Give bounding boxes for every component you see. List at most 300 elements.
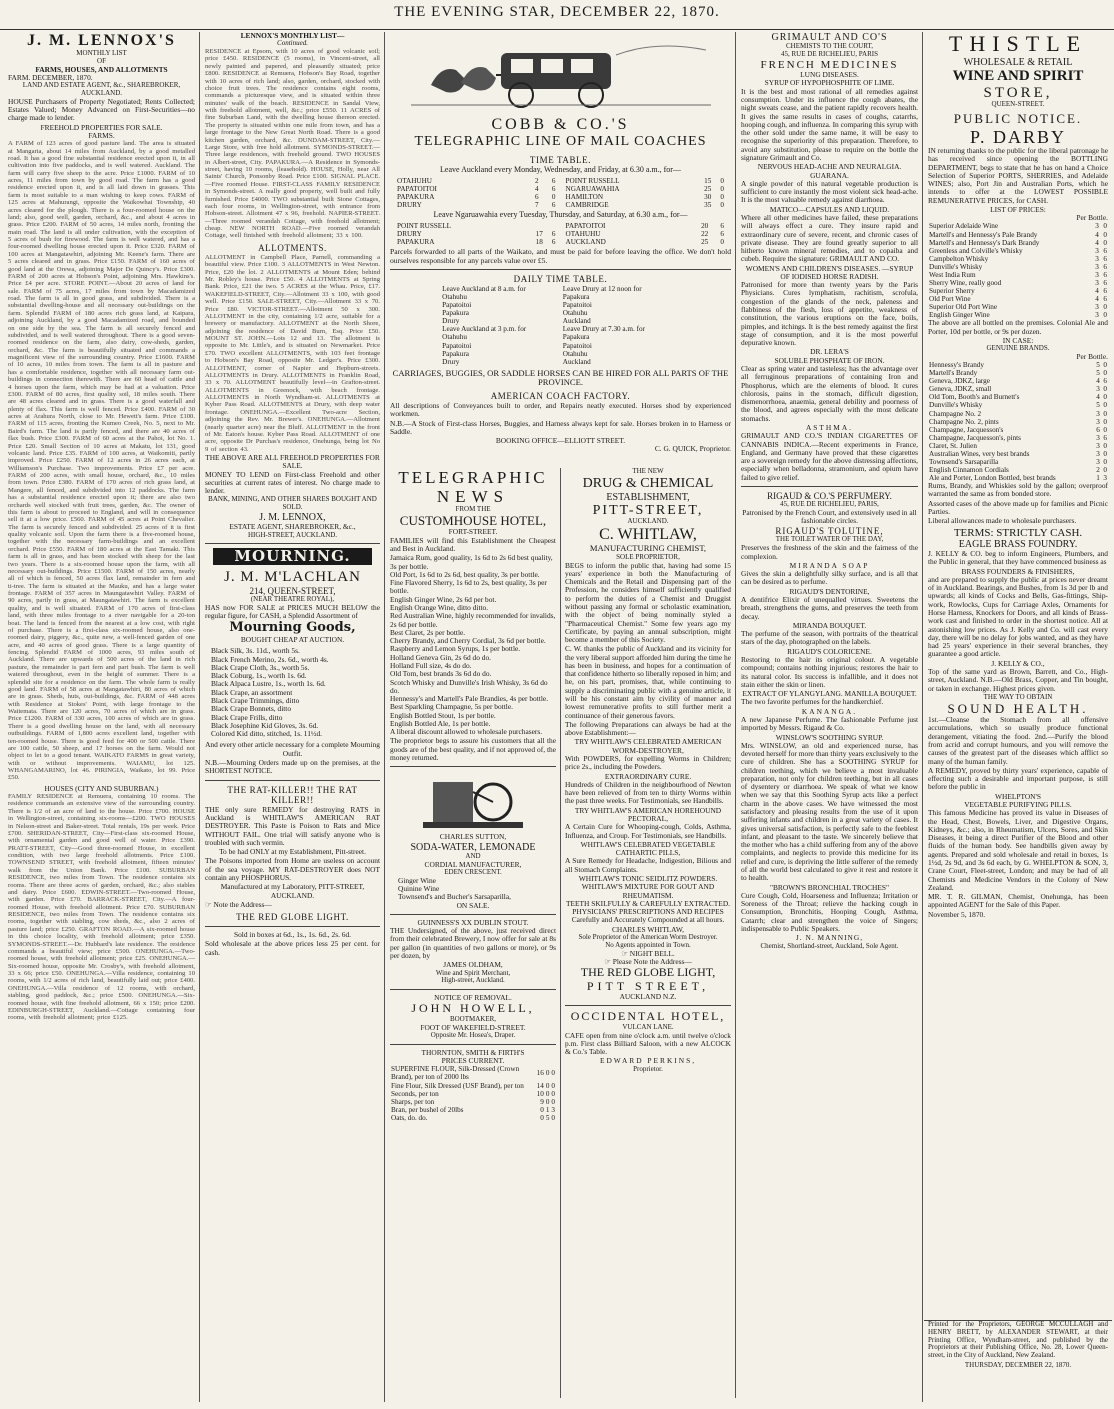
tolutine-heading: RIGAUD'S TOLUTINE, bbox=[775, 526, 884, 537]
case-row-cell: 3 bbox=[1096, 441, 1100, 450]
daily-cell: Leave Auckland at 8 a.m. for bbox=[442, 285, 526, 294]
hotel-price-item: Best Claret, 2s per bottle. bbox=[390, 627, 466, 637]
wine-row-cell: 0 bbox=[1103, 303, 1107, 312]
daily-row bbox=[441, 342, 680, 350]
brass-text: and are prepared to supply the public at prices never dreamt of in Auckland. Bearings, and Bushes, from 1s 3d per lb and upwards; all kinds of Cocks and Bells, Gas-fittings, Ship-work, Rowlocks, Cups for Carriage Axles, Ornaments for Horse Harness, Knockers for Doors, and all kinds of Brass-work cast and finished to order in the shortest notice. All at astonishing low prices. As J. Kelly and Co. will cast every day, there will be no delay for jobs wanted, and as they have had 25 years' experience in their several branches, they guarantee a good article. bbox=[928, 574, 1108, 659]
time-table-row-cell: DRURY bbox=[397, 229, 422, 238]
rat-killer-heading: THE RAT-KILLER!! THE RAT KILLER!! bbox=[227, 784, 358, 805]
time-table-row bbox=[565, 230, 726, 238]
case-row-cell: Champagne, Jacquesson's bbox=[929, 425, 1004, 434]
flour-row-cell: 0 bbox=[540, 1113, 544, 1122]
time-table-row-cell: PAPATOITOI bbox=[565, 221, 606, 230]
teeth-extracted: TEETH SKILFULLY & CAREFULLY EXTRACTED. bbox=[565, 898, 731, 908]
case-row-cell: 6 bbox=[1103, 433, 1107, 442]
time-table-row-cell: CAMBRIDGE bbox=[565, 200, 609, 209]
kelly-signature: J. KELLY & CO., bbox=[991, 658, 1045, 668]
wine-row bbox=[928, 222, 1108, 230]
soda-items bbox=[398, 877, 556, 902]
flour-row-cell: 0 bbox=[545, 1069, 550, 1078]
manufacturing-chemist: MANUFACTURING CHEMIST, bbox=[589, 543, 707, 554]
charles-sutton: CHARLES SUTTON, bbox=[439, 832, 507, 842]
rigaud-address: 45, RUE DE RICHELIEU, PARIS, bbox=[780, 500, 879, 509]
daily-cell: Otahuhu bbox=[562, 309, 588, 318]
gout-mixture: WHITLAW'S MIXTURE FOR GOUT AND RHEUMATISM. bbox=[581, 882, 715, 900]
time-table-row-cell: PAPAKURA bbox=[397, 237, 435, 246]
mourning-item: Black French Merino, 2s. 6d., worth 4s. bbox=[211, 654, 329, 664]
mclachlan-address: 214, QUEEN-STREET, bbox=[249, 586, 336, 597]
wine-row-cell: Superior Old Port Wine bbox=[929, 303, 998, 312]
hotel-price-item: Old Port, 1s 6d to 2s 6d, best quality, 3s per bottle. bbox=[390, 569, 540, 579]
daily-cell: Otahuhu bbox=[442, 293, 467, 302]
wine-row-cell: 3 bbox=[1095, 262, 1099, 271]
flour-row-cell: 10 bbox=[536, 1089, 544, 1098]
daily-row bbox=[441, 325, 680, 333]
time-table-row-cell: 22 bbox=[701, 229, 709, 238]
time-table-row bbox=[396, 177, 557, 185]
daily-cell: Papatoitoi bbox=[442, 301, 472, 310]
flour-row-cell: 9 bbox=[540, 1097, 544, 1106]
case-row bbox=[928, 377, 1108, 385]
case-row bbox=[928, 369, 1108, 377]
booking-office: BOOKING OFFICE—ELLIOTT STREET. bbox=[495, 436, 626, 446]
flour-row-cell: Sharps, per ton bbox=[391, 1097, 435, 1106]
lennox-houses-heading: HOUSES (CITY AND SUBURBAN.) bbox=[44, 783, 159, 793]
time-table-row-cell: POINT RUSSELL bbox=[397, 221, 451, 230]
case-row bbox=[928, 450, 1108, 458]
case-row-cell: 5 bbox=[1096, 369, 1100, 378]
prices-current: PRICES CURRENT. bbox=[441, 1056, 505, 1066]
wine-row-cell: Dunville's Whisky bbox=[929, 262, 983, 271]
occidental-text: CAFE open from nine o'clock a.m. until twelve o'clock p.m. First class Billiard Saloon, with a new ALCOCK & Co.'s Table. bbox=[565, 1030, 731, 1057]
time-table-row-cell: 6 bbox=[535, 192, 539, 201]
wine-spirit: WINE AND SPIRIT bbox=[952, 67, 1084, 84]
eagle-foundry: EAGLE BRASS FOUNDRY. bbox=[958, 538, 1078, 550]
daily-cell: Leave Drury at 12 noon for bbox=[562, 285, 642, 294]
case-row bbox=[928, 466, 1108, 474]
soda-machine-icon bbox=[413, 772, 533, 830]
case-row-cell: 3 bbox=[1096, 385, 1100, 394]
case-row-cell: 0 bbox=[1103, 401, 1107, 410]
grimault-address: 45, RUE DE RICHELIEU, PARIS bbox=[781, 50, 878, 59]
flour-row bbox=[390, 1065, 556, 1081]
flour-row-cell: 5 bbox=[545, 1113, 550, 1122]
wine-row-cell: 0 bbox=[1103, 238, 1107, 247]
miranda-soap: MIRANDA SOAP bbox=[789, 560, 870, 570]
whelptons: WHELPTON'S bbox=[995, 791, 1041, 801]
browns-text: Cure Cough, Cold, Hoarseness and Influenza; Irritation or Soreness of the Throat; relieve the hacking cough in Consumption, Bronchitis, Hooping Cough, Asthma, Catarrh; clear and strengthen the voice of Singers; indispensable to Public Speakers. bbox=[741, 890, 918, 933]
liberal-discount: A liberal discount allowed to wholesale purchasers. bbox=[390, 727, 543, 737]
cathartic-text: A Sure Remedy for Headache, Indigestion, Bilious and all Stomach Complaints. bbox=[565, 856, 731, 874]
note-address-text: Please Note the Address— bbox=[612, 956, 692, 966]
daily-time-table-heading: DAILY TIME TABLE. bbox=[513, 274, 608, 284]
wine-row-cell: English Ginger Wine bbox=[929, 311, 990, 320]
rat-percent: Sold wholesale at the above prices less 25 per cent. for cash. bbox=[205, 939, 380, 957]
soda-machine-illustration bbox=[390, 771, 556, 831]
hotel-price-item: Holland Full size, 4s do do. bbox=[390, 660, 472, 670]
c-whitlaw: C. WHITLAW, bbox=[599, 526, 697, 544]
mourning-item: Black Crape Trimmings, ditto bbox=[211, 696, 300, 705]
gilman-agent: MR. T. R. GILMAN, Chemist, Onehunga, has been appointed AGENT for the Sale of this Paper. bbox=[928, 892, 1108, 910]
time-table-row-cell: HAMILTON bbox=[565, 192, 604, 201]
bootmaker: BOOTMAKER, bbox=[449, 1014, 497, 1023]
worm-destroyer: TRY WHITLAW'S CELEBRATED AMERICAN WORM-DESTROYER, bbox=[574, 737, 722, 755]
daily-row bbox=[441, 350, 680, 358]
time-table-row-cell bbox=[523, 222, 544, 230]
rat-note-text: Note the Address— bbox=[213, 899, 272, 909]
time-table-heading: TIME TABLE. bbox=[529, 154, 592, 165]
wine-row bbox=[928, 263, 1108, 271]
wine-row-cell: 3 bbox=[1095, 246, 1099, 255]
fort-street: FORT-STREET. bbox=[448, 527, 498, 537]
time-table-right-2 bbox=[565, 222, 726, 246]
case-row bbox=[928, 418, 1108, 426]
wine-row-cell: 6 bbox=[1103, 262, 1107, 271]
case-row-cell: Ale and Porter, London Bottled, best brands bbox=[929, 474, 1056, 483]
whitlaw-sole: Sole Proprietor of the American Worm Destroyer. bbox=[578, 932, 718, 941]
manning-heading: J. N. MANNING, bbox=[795, 933, 864, 943]
wine-row bbox=[928, 231, 1108, 239]
case-row-cell: 4 bbox=[1096, 377, 1100, 386]
flour-row-cell: Fine Flour, Silk Dressed (USF Brand), per ton bbox=[391, 1081, 524, 1090]
flour-price-table bbox=[390, 1065, 556, 1121]
case-row-cell: Old Tom, Booth's and Burnett's bbox=[929, 393, 1020, 402]
wine-row bbox=[928, 279, 1108, 287]
in-case: IN CASE: bbox=[1002, 335, 1034, 345]
daily-cell: Leave Auckland at 3 p.m. for bbox=[442, 325, 527, 334]
case-row-cell: 5 bbox=[1096, 361, 1100, 370]
time-table-row-cell: 4 bbox=[535, 184, 539, 193]
case-row-cell: 0 bbox=[1103, 369, 1107, 378]
time-table-row bbox=[565, 222, 726, 230]
time-table-row-cell: 6 bbox=[551, 200, 556, 209]
mourning-item: Black Coburg, 1s., worth 1s. 6d. bbox=[211, 671, 307, 681]
per-bottle-label-2: Per Bottle. bbox=[1076, 351, 1108, 361]
daily-row bbox=[441, 285, 680, 293]
case-row-cell: Australian Wines, very best brands bbox=[929, 449, 1030, 458]
time-table-row-cell: 30 bbox=[704, 192, 712, 201]
lera-heading: DR. LERA'S bbox=[810, 347, 849, 357]
on-sale: ON SALE. bbox=[456, 900, 490, 910]
mourning-item: Black Crape Cloth, 3s., worth 5s. bbox=[211, 662, 310, 672]
wine-row-cell: Martell's and Hennessy's Dark Brandy bbox=[929, 238, 1040, 247]
wine-row-cell: 0 bbox=[1103, 222, 1107, 231]
vulcan-lane: VULCAN LANE. bbox=[622, 1022, 674, 1031]
flour-row-cell: 0 bbox=[545, 1097, 550, 1106]
wine-row-cell: West India Rum bbox=[929, 270, 976, 279]
miranda-soap-text: Gives the skin a delightfully silky surface, and is all that can be desired as to perfume. bbox=[741, 569, 918, 587]
flour-row bbox=[390, 1106, 556, 1114]
list-of-prices: LIST OF PRICES: bbox=[990, 204, 1046, 214]
whitlaw-text1: BEGS to inform the public that, having had some 15 years' experience in both the Manufacturing of Chemicals and the Retail and Dispensing part of the Profession, he considers himself sufficiently qualified to perform the duties of a Chemist and Druggist without passing any formal or scholastic examination, with the object of being nominally styled a "Pharmaceutical Chemist." Some few years ago my Certificate, by paying an annual subscription, might become a member of this Society. bbox=[565, 560, 731, 645]
wholesale-retail: WHOLESALE & RETAIL bbox=[963, 56, 1073, 68]
column-lennox-list bbox=[4, 32, 200, 1402]
mourning-banner: MOURNING. bbox=[213, 548, 372, 565]
coloricene-heading: RIGAUD'S COLORICENE. bbox=[787, 646, 872, 656]
time-table-row-cell: 0 bbox=[720, 192, 724, 201]
lennox-houses-body: FAMILY RESIDENCE at Remuera, containing 10 rooms. The residence commands an extensive view of the surrounding country. There is 1/2 of an acre of land to the house. Price £700. HOUSE in Wellington-street, containing six-rooms—£200. TWO HOUSES in Nelson-street and Baker-street. Total rentals, 19s per week. Price £700. SHERIDAN-STREET, City—First-class six-roomed House, with ornamental garden and good well of water. Price £390. PRATT-STREET, City—Good three-roomed House, in excellent condition, with two large freehold allotments. Price £100. TOWNSEND STREET, with freehold allotment, fifteen minutes' walk from the Union Bank. Price £100. SUBURBAN RESIDENCE, two miles from Town. The residence contains six rooms. There are three acres of garden, orchard, &c.; also stables and dairy. Price £600. EDWIN-STREET.—Two-roomed House, with garden. Price £70. BARRACK-STREET, City.—A four-roomed House, with freehold allotment. Price £70. SUBURBAN RESIDENCE, two miles from Town. The residence contains six rooms, together with stabling, cow sheds, &c., also 2 acres of pasture land; price £250. GRAFTON ROAD.—A six-roomed house in this choice locality, with freehold allotment; price £350. SYMONDS-STREET.—Dr. Hubbard's late residence. The residence commands a beautiful view; price £500. ONEHUNGA.—Two-roomed house, with freehold allotment; price £25. ONEHUNGA.—Six-roomed house, opposite Mr. Crosby's, with freehold allotment, 33 x 66; price £50. ONEHUNGA.—Villa residence, containing 10 rooms, with 1/2 acres of rich land, beautifully laid out; price £400. ONEHUNGA.—Villa residence of 12 rooms, with orchard, stabling, good paddock, &c.; price £500. ONEHUNGA.—Six-roomed house, with fine freehold allotment, 66 x 150; price £200. EDINBURGH-STREET, Auckland.—Cottage containing four rooms, with freehold allotment; price £125. bbox=[8, 793, 195, 1022]
lennox-freehold: FREEHOLD PROPERTIES FOR SALE. bbox=[40, 122, 163, 132]
public-notice: PUBLIC NOTICE. bbox=[953, 111, 1083, 127]
wine-row-cell: 3 bbox=[1095, 303, 1099, 312]
mourning-bought: BOUGHT CHEAP AT AUCTION. bbox=[240, 635, 345, 645]
wine-row bbox=[928, 271, 1108, 279]
coach-factory-nb: N.B.—A Stock of First-class Horses, Buggies, and Harness always kept for sale. Horses broken in to Harness or Saddle. bbox=[390, 418, 731, 436]
hotel-price-item: Old Tom, best brands 3s 6d do do. bbox=[390, 669, 492, 679]
case-row-cell: 4 bbox=[1096, 393, 1100, 402]
kananga-heading: KANANGA. bbox=[801, 706, 858, 716]
rums-text: Rums, Brandy, and Whiskies sold by the gallon; overproof warranted the same as from bonded store. bbox=[928, 481, 1108, 499]
worm-destroyer-text: With POWDERS, for expelling Worms in Children; price 2s., including the Powders. bbox=[565, 754, 731, 772]
lennox-farms-body: A FARM of 123 acres of good pasture land. The area is situated at Mangaria, about 14 miles from Auckland, by a good metalled road. It has a good fine substantial residence erected upon it, in all cultivation into five paddocks, and is well watered. Auckland. The farm will carry five sheep to the acre. Price £1000. FARM of 10 acres, 11 miles from town by good road. The farm has a good residence erected upon it, and is all laid down in grasses. This farm is most suitable to a man wishing to keep cows. FARM of 125 acres at Mahurangi, opposite the Waikowhai Township, 40 acres cleared for the plough. There is a four-roomed house on the land; also, good well, garden, orchard, &c., and about 4 acres in grass. Price £200. FARM of 50 acres, 14 miles north, fronting the main road. The land is all under cultivation, with the exception of 5 acres of bush for firewood. The farm is well watered, and has a four-roomed dwelling house erected upon it. Price £320. FARM of 100 acres at Mangatawhiri, adjoining Mr. Keene's farm. There are 5 acres cleared and in grass. Price £150. FARM of 160 acres of good land at the Orewa, adjoining Major De Quincy's. Price £300. FARM of 200 acres at Hobson's Point, adjoining Mrs. Hawkins's. Price £4 per acre. STORE POINT.—About 20 acres of land for sale. FARM of 75 acres, 17 miles from town by Macadamized road. The farm is all in good grass, and subdivided. There is a substantial dwelling-house and all necessary out-buildings on the farm. Splendid FARM of 180 acres rich grass land, at Kaipara, adjoining Auckland, by a good Macadamized road, and bounded on one side by the sea. The farm is all securely fenced and subdivided, and is well watered throughout. There is a good seven-roomed residence on the farm, also dairy, cow-sheds, garden, orchard, &c. The farm is beautifully situated and commands a magnificent view of the surrounding country. Price £1600. FARM of 10 acres, 10 miles from town. The farm is all in pasture and has a comfortable residence, together with all necessary farm out-buildings in connection therewith. There are 60 head of cattle and 4 horses upon the farm, which may be had at a valuation. Price £300. FARM of 80 acres, first quality soil, 18 miles south. There are 48 acres cleared and in grass. There is a good waterfall and plenty of flax. This farm is well fenced. Price £400. FARM of 30 acres at Arahura North, close to Mr. Hewett's farm. Price £100. FARM of 115 acres, fronting the Kumeo Creek, No. 5, next to Mr. Baird's farm. The land is partly fenced, and there are 40 acres of flax bush. Price £300. FARM of 60 acres at the Pahoi, lot No. 1. Price £20. Small Section of 10 acres at Makatu, lot 131, good volcanic land. Price £35. FARM of 100 acres, at Waikomiti, partly improved. Price £250. FARM of 12 acres in 26 acres each, at Williamson's Purchase. Two improvements. Price £7 per acre. FARM of 200 acres, with small house, orchard, &c., 10 miles from town. Price £380. FARM of 170 acres of rich grass land, at Mangere, all fenced, and subdivided into 12 paddocks. The farm has a substantial residence erected upon it; there are also two orchards well stocked with fruit trees, garden, &c. The owner of this farm is about to proceed to England, and will in consequence sell it at a low price. £560. FARM of 45 acres at Point Chevalier. The farm is securely fenced and subdivided. 25 acres of it is first quality volcanic soil. Upon the farm there is a five-roomed house, together with the necessary farm-buildings and an excellent orchard. Price £550. FARM of 180 acres at the East Tamaki. This farm is all in grass, and has been stocked with sheep for the last two years. There is a six-roomed house upon the farm, with all necessary out-buildings. Price £1500. FARM of 150 acres, nearly all of which is fenced, 50 acres flax land, remainder in fern and ti-tree. The farm is situated at the Mauku, and has a large water frontage. FARM of 357 acres in Maungatawhiri Valley. FARM of 90 acres, partly in grass, at Maungatawhiri. The farm is excellent quality, and is well situated. FARM of 170 acres of first-class land, with three miles frontage to a river navigable for a 20-ton boat. The land is fenced from the nearest at a low cost, with right of purchase. There is a first-class six-roomed house, also one-roomed dairy, piggery, &c., quite new, a well-fenced garden of one acre, and 40 acres of good grass. There is a large quantity of fencing. Splendid FARM of 1000 acres, 93 miles south of Auckland. There are upwards of 500 acres of the land in rich pasture, the remainder is part fern and part bush. The farm is well watered throughout, even in the height of summer. There is a splendid site for a residence on the farm. The whole farm is really good land. FARM of 58 acres at Mangatawhiri, 80 acres of which are in grass. Sheds, huts, out-buildings, &c. FARM of 448 acres with Residence at Stokes' Point, with large frontage to the Waitemata. There are 120 acres, 70 acres of which are in grass. Price £1200. FARM of 330 acres, 100 acres of which are in grass. There is a good dwelling house on the land, with all necessary outbuildings. FARM of 1,800 acres excellent land, together with ten-roomed house. There is good feed for 400 or 500 cattle. There are 100 cattle, 50 sheep, and 17 horses on the farm. Would not object to let to a good tenant. WAIKATO FARMS in great variety, with or without improvements. WAIAMU, lot 125. WHANGAMARINO, lot 46. PIRINGIA, Waikato, lot 99. Price £50. bbox=[8, 140, 195, 782]
coach-factory-heading: AMERICAN COACH FACTORY. bbox=[490, 390, 631, 401]
wine-row-cell: 4 bbox=[1095, 286, 1099, 295]
flour-row-cell: 14 bbox=[536, 1081, 544, 1090]
time-table-row-cell: 0 bbox=[720, 184, 724, 193]
sound-health-text: 1st.—Cleanse the Stomach from all offensive accumulations, which so usually produce functional derangement, vitiating the food. 2nd.—Purify the blood from acrid and corrupt humours, and you will remove the causes of the greatest part of the diseases which afflict so many of the human family. bbox=[928, 715, 1108, 766]
time-table-row-cell: 6 bbox=[551, 184, 556, 193]
wine-row-cell: Martell's and Hennessy's Pale Brandy bbox=[929, 230, 1038, 239]
wine-row-cell: 3 bbox=[1095, 254, 1099, 263]
bouquet-heading: MIRANDA BOUQUET. bbox=[792, 620, 867, 630]
wine-row-cell: 4 bbox=[1095, 295, 1099, 304]
rigaud-heading: RIGAUD & CO.'S PERFUMERY. bbox=[767, 490, 892, 501]
hotel-price-item: Red Australian Wine, highly recommended for invalids, 2s 6d per bottle. bbox=[390, 611, 556, 629]
case-row-cell: 0 bbox=[1103, 393, 1107, 402]
case-row-cell: 0 bbox=[1103, 449, 1107, 458]
red-globe-light: THE RED GLOBE LIGHT, bbox=[580, 965, 716, 980]
flour-row-cell: 0 bbox=[545, 1081, 550, 1090]
liberal-allowances: Liberal allowances made to wholesale purchasers. bbox=[928, 516, 1077, 526]
occidental-hotel: OCCIDENTAL HOTEL, bbox=[570, 1009, 726, 1024]
cordial-manufacturer: CORDIAL MANUFACTURER, bbox=[424, 859, 522, 869]
flour-row-cell: Bran, per bushel of 20lbs bbox=[391, 1105, 464, 1114]
pointing-hand-icon: ☞ bbox=[621, 948, 628, 958]
time-table-row-cell: AUCKLAND bbox=[565, 237, 606, 246]
winslow-heading: WINSLOW'S SOOTHING SYRUP. bbox=[775, 732, 884, 742]
proprietor-assures: The proprietor begs to assure his customers that all the goods are of the best quality, and if not approved of, the money returned. bbox=[390, 736, 556, 763]
flour-row-cell: 16 bbox=[536, 1069, 544, 1078]
case-row-cell: Champagne No. 2 bbox=[929, 409, 982, 418]
lennox-cont-body: RESIDENCE at Epsom, with 10 acres of good volcanic soil; price £450. RESIDENCE (5 rooms), in Vincent-street, all newly painted and papered, and pleasantly situated; price £800. RESIDENCE at Remuera, Hobson's Bay Road, together with 10 acres of rich land; also, garden, orchard, stocked with choice fruit trees. The residence contains eight rooms, commands a picturesque view, and is situated within three minutes' walk of the beach. RESIDENCE in Sandal View, with freehold allotment, well, &c.; price £550. 11 ACRES of fine Suburban Land, with the dwelling house thereon erected. The property is situated within one mile from town, and has a large frontage to the New Great North Road. There is a good kitchen garden, orchard, &c. DUNDAM-STREET, City.—Large Store, with free hold allotment. SYMONDS-STREET.—Three large residences, with freehold ground. TWO HOUSES in Albert-street, City. PAPAKURA.—A Residence in Symonds-street, having 10 rooms, (leasehold). HOUSE, Holly, near All Saints' Church, Ponsonby Road. Price £100. SIGNAL PLACE.—Five roomed House. FIRST-CLASS FAMILY RESIDENCE in Symonds-street. A really good property, well built and fully furnished. Price £4000. TWO substantial built Stone Cottages, each four rooms, in Wellington-street, with entrance from Hobson-street. Allotment 47 x 96, freehold. NAPIER-STREET.—Three roomed verandah Cottage, with freehold allotment; cheap. NEW NORTH ROAD.—Five roomed verandah Cottage, well finished with freehold allotment; 33 x 100. bbox=[205, 48, 380, 240]
bouquet-text: The perfume of the season, with portraits of the theatrical stars of the day, photographed on the labels. bbox=[741, 629, 918, 647]
time-table-row-cell: DRURY bbox=[397, 200, 422, 209]
bank-shares: BANK, MINING, AND OTHER SHARES BOUGHT AND SOLD. bbox=[208, 495, 377, 512]
wine-row bbox=[928, 287, 1108, 295]
news-heading: NEWS bbox=[436, 487, 510, 507]
winslow-text: Mrs. WINSLOW, an old and experienced nurse, has devoted herself for more than thirty years exclusively to the cure of children. She has a SOOTHING SYRUP for children teething, which we believe a most invaluable preparation, not only for children teething, but in all cases of dysentery or diarrhoea. We speak of what we know when we say that this Soothing Syrup acts like a perfect charm in the above cases. We have witnessed the most satisfactory and pleasing results from the use of it upon suffering infants and children in a great variety of cases. It gives universal satisfaction, is perfectly safe to the feeblest infant, and pleasant to the taste. We sincerely believe that the mother who has a child suffering from any of the above complaints, and neglects to provide this medicine for its relief and cure, is depriving the little sufferer of the remedy of all the world best calculated to give it rest and restore it to health. bbox=[741, 740, 918, 883]
time-table-row-cell: POINT RUSSELL bbox=[565, 176, 620, 185]
horehound-pectoral: TRY WHITLAW'S AMERICAN HOREHOUND PECTORAL, bbox=[574, 805, 722, 823]
time-table-row bbox=[565, 201, 726, 209]
p-darby: P. DARBY bbox=[969, 126, 1067, 147]
lennox-sub2: OF bbox=[97, 56, 106, 65]
quick-proprietor: C. G. QUICK, Proprietor. bbox=[654, 444, 731, 454]
tolutine-sub: THE TOILET WATER OF THE DAY, bbox=[775, 535, 884, 544]
time-table-row bbox=[396, 185, 557, 193]
oldham-address: High-street, Auckland. bbox=[441, 976, 505, 985]
daily-cell: Papakura bbox=[562, 333, 590, 342]
remedy-text: A REMEDY, proved by thirty years' experience, capable of effecting such a desirable and important purpose, is still before the public in bbox=[928, 765, 1108, 792]
case-row-cell: 3 bbox=[1096, 409, 1100, 418]
wine-row-cell: 6 bbox=[1103, 270, 1107, 279]
flour-row-cell: 0 bbox=[551, 1113, 555, 1122]
time-table-right bbox=[565, 177, 726, 209]
wine-row-cell: Old Port Wine bbox=[929, 295, 971, 304]
time-table-row-cell: 6 bbox=[720, 221, 724, 230]
soda-item: Townsend's and Bucher's Sarsaparilla, bbox=[398, 892, 511, 902]
way-to-obtain: THE WAY TO OBTAIN bbox=[983, 692, 1053, 701]
wine-row-cell: Superior Sherry bbox=[929, 286, 975, 295]
wine-row-cell: 0 bbox=[1103, 230, 1107, 239]
case-row-cell: 3 bbox=[1103, 474, 1107, 483]
thistle-heading: THISTLE bbox=[948, 32, 1088, 56]
drug-establishment-column bbox=[561, 468, 736, 1398]
case-row-cell: 6 bbox=[1103, 377, 1107, 386]
lennox-signature-title: ESTATE AGENT, SHAREBROKER, &c., bbox=[229, 522, 356, 532]
darby-text: IN returning thanks to the public for the liberal patronage he has received since opening the BOTTLING DEPARTMENT, begs to state that he has on hand a Choice Selection of Superior PORTS, SHERRIES, and Adelaide WINES; also, Port Jin and Australian Ports, which he intends to offer at the LOWEST POSSIBLE REMUNERATIVE PRICES, for CASH. bbox=[928, 145, 1108, 205]
case-row-cell: Dunville's Whisky bbox=[929, 401, 983, 410]
wine-row-cell: 4 bbox=[1095, 230, 1099, 239]
mourning-item: Black Alpaca Lustre, 1s., worth 1s. 6d. bbox=[211, 679, 326, 689]
case-row-cell: 3 bbox=[1096, 417, 1100, 426]
grimault-column bbox=[737, 32, 923, 1402]
women-text: Patronised for more than twenty years by the Paris Physicians. Cures lymphatism, rachitism, scrofula, congestion of the glands of the neck, paleness and flabbiness of the flesh, loss of appetite, weakness of constitution, the various eruptions on the face, boils, pimples, and itchings. It is the best remedy against the first stage of consumption, and it is the most powerful depurative known. bbox=[741, 280, 918, 348]
pills-text: This famous Medicine has proved its value in Diseases of the Head, Chest, Bowels, Liver, and Digestive Organs, Kidneys, &c.; also, in Rheumatism, Ulcers, Sores, and Skin Diseases, it being a direct Purifier of the Blood and other fluids of the human body. See handbills given away by agents. Prepared and sold wholesale and retail in boxes, 1s 1½d, 2s 9d, and 3s 6d each, by G. WHELPTON & SON, 3, Crane Court, Fleet-street, London; and may be had of all Chemists and Medicine Vendors in the Colony of New Zealand. bbox=[928, 808, 1108, 892]
cobb-heading: COBB & CO.'S bbox=[491, 116, 630, 133]
soda-item: Quinine Wine bbox=[398, 884, 440, 893]
time-table-leave: Leave Auckland every Monday, Wednesday, and Friday, at 6.30 a.m., for— bbox=[440, 164, 681, 174]
time-table-row bbox=[396, 193, 557, 201]
time-table-row-cell: 6 bbox=[551, 229, 556, 238]
lennox-cont-heading: LENNOX'S MONTHLY LIST— bbox=[240, 32, 345, 40]
time-table-row bbox=[565, 185, 726, 193]
opposite-hosea: Opposite Mr. Hosea's, Draper. bbox=[430, 1031, 516, 1040]
mourning-item: Black Silk, 3s. 11d., worth 5s. bbox=[211, 646, 300, 656]
assorted-cases: Assorted cases of the above made up for families and Picnic Parties. bbox=[928, 498, 1108, 516]
case-row-cell: 0 bbox=[1103, 417, 1107, 426]
time-table-row-cell: PAPATOITOI bbox=[397, 184, 437, 193]
manning-text: Chemist, Shortland-street, Auckland, Sole Agent. bbox=[760, 941, 899, 950]
time-table-row-cell: 6 bbox=[551, 237, 556, 246]
grimault-chemists: CHEMISTS TO THE COURT, bbox=[786, 42, 873, 51]
time-table-row-cell: 6 bbox=[551, 176, 556, 185]
flour-row-cell: SUPERFINE FLOUR, Silk-Dressed (Crown Brand), per ton of 2000 lbs bbox=[391, 1065, 520, 1082]
mail-coach-icon bbox=[411, 35, 711, 113]
case-row bbox=[928, 385, 1108, 393]
flour-row-cell: 1 bbox=[545, 1105, 550, 1114]
oldham-title: Wine and Spirit Merchant, bbox=[435, 968, 511, 977]
time-table-row-cell: 6 bbox=[720, 229, 724, 238]
lennox-signature-address: HIGH-STREET, AUCKLAND. bbox=[247, 530, 338, 539]
time-table-row bbox=[565, 193, 726, 201]
flour-row bbox=[390, 1082, 556, 1090]
pointing-hand-icon: ☞ bbox=[205, 899, 212, 909]
case-row-cell: 1 bbox=[1096, 474, 1100, 483]
time-table-row-cell: OTAHUHU bbox=[565, 229, 601, 238]
time-table-left bbox=[396, 177, 557, 209]
case-row-cell: 0 bbox=[1103, 441, 1107, 450]
wine-row-cell: 6 bbox=[1103, 278, 1107, 287]
time-table-row-cell: 0 bbox=[720, 200, 724, 209]
mourning-item: Black Josephine Kid Gloves, 3s. 6d. bbox=[211, 720, 319, 730]
mail-coach-illustration bbox=[390, 34, 731, 114]
genuine-brands: GENUINE BRANDS. bbox=[986, 344, 1050, 353]
thornton-smith-firth: THORNTON, SMITH & FIRTH'S bbox=[421, 1047, 525, 1057]
time-table-row bbox=[565, 238, 726, 246]
daily-cell: Otahuhu bbox=[562, 349, 588, 358]
case-row-cell: 0 bbox=[1103, 465, 1107, 474]
allotments-body: ALLOTMENT in Campbell Place, Parnell, commanding a beautiful view. Price £100. 3 ALLOTMENTS in West Newton. Price, £20 the lot. 2 ALLOTMENTS at Mount Eden; behind Mr. Robley's house. Price £50. 4 ALLOTMENTS at Spring Bank. Price, £21 the two. 5 ACRES at the Whau. Price, £17. WAKEFIELD-STREET, City.—Allotment 33 x 100, with good well. Price £150. SALE-STREET, City.—Allotment 33 x 70. Price £80. VICTOR-STREET.—Allotment 50 x 300. ALLOTMENT in the city, containing 1/2 acre, suitable for a brewery or manufactory. ALLOTMENT at the North Shore, adjoining the residence of David Burn, Esq. Price £50. MOUNT ST. JOHN.—Lots 12 and 13. The allotment is opposite to Mr. Little's, and is situated on Newmarket. Price £70. TWO excellent ALLOTMENTS, with 103 feet frontage to Hobson's Bay Road, opposite Mr. Ledger's. Price £300. ALLOTMENT, corner of Napier and Hepburn-streets. ALLOTMENTS in Drury. ALLOTMENTS in Franklin Road, 33 x 70. ALLOTMENT beautifully level—in Grafton-street. ALLOTMENTS in Greenock, with beach frontage. ALLOTMENTS in North Wyndham-st. ALLOTMENTS at Kyber Pass Road. ALLOTMENTS at Drury, with deep water frontage. ONEHUNGA.—Excellent Two-acre Section, adjoining the Rev. Mr. Brewer's. ONEHUNGA.—Allotment (nearly quarter acre) near the Bluff. ALLOTMENT in the front of Mr. Eaton's house. Kyber Pass Road. ALLOTMENT of one acre, opposite Dr Purchas's residence, Onehunga, being lot No 9 of section 43. bbox=[205, 253, 381, 453]
guinness-heading: GUINNESS'S XX DUBLIN STOUT. bbox=[417, 917, 529, 927]
hotel-price-item: Raspberry and Lemon Syrups, 1s per bottle. bbox=[390, 644, 521, 654]
soda-water: SODA-WATER, LEMONADE bbox=[410, 841, 536, 853]
case-row-cell: 0 bbox=[1103, 425, 1107, 434]
brass-founders: BRASS FOUNDERS & FINISHERS, bbox=[961, 566, 1075, 576]
french-medicines: FRENCH MEDICINES bbox=[760, 58, 899, 71]
time-table-left-2 bbox=[396, 222, 557, 246]
mourning-list bbox=[211, 647, 374, 738]
case-row-cell: Claret, St. Julien bbox=[929, 441, 977, 450]
time-table-row bbox=[396, 230, 557, 238]
cobb-line: TELEGRAPHIC LINE OF MAIL COACHES bbox=[414, 133, 707, 149]
hotel-price-item: Fine Flavored Sherry, 1s 6d to 2s, best quality, 3s per bottle. bbox=[390, 578, 547, 596]
case-row-cell: 6 bbox=[1096, 425, 1100, 434]
pitt-street-2: PITT STREET, bbox=[586, 978, 710, 993]
wine-row-cell: Sherry Wine, really good bbox=[929, 278, 1002, 287]
cathartic-pills: WHITLAW'S CELEBRATED VEGETABLE CATHARTIC PILLS, bbox=[580, 839, 716, 858]
time-table-row-cell: 20 bbox=[701, 221, 709, 230]
daily-cell: Papatoitoi bbox=[562, 301, 592, 310]
time-table-row-cell: 2 bbox=[535, 176, 539, 185]
wine-price-table bbox=[928, 222, 1108, 319]
lung-diseases: LUNG DISEASES. bbox=[800, 70, 859, 80]
daily-cell: Drury bbox=[442, 357, 460, 366]
lennox-intro: HOUSE Purchasers of Property Negotiated; Rents Collected; Estates Valued; Money Advanced on First-Securities—no charge made to lender. bbox=[8, 96, 195, 123]
allotments-heading: ALLOTMENTS. bbox=[258, 242, 327, 253]
sound-health: SOUND HEALTH. bbox=[947, 700, 1089, 716]
perkins-proprietor: Proprietor. bbox=[633, 1064, 663, 1073]
lennox-cont-sub: Continued. bbox=[277, 39, 308, 48]
carriages-note: CARRIAGES, BUGGIES, OR SADDLE HORSES CAN BE HIRED FOR ALL PARTS OF THE PROVINCE. bbox=[392, 367, 729, 388]
hotel-price-item: English Bottled Stout, 1s per bottle. bbox=[390, 710, 496, 720]
freehold-note: THE ABOVE ARE ALL FREEHOLD PROPERTIES FOR SALE. bbox=[205, 453, 380, 471]
daily-row bbox=[441, 317, 680, 325]
daily-row bbox=[441, 301, 680, 309]
daily-cell: Otahuhu bbox=[442, 333, 467, 342]
lennox-sub1: MONTHLY LIST bbox=[76, 48, 127, 57]
mourning-nb: N.B.—Mourning Orders made up on the premises, at the SHORTEST NOTICE. bbox=[205, 757, 380, 776]
wine-row-cell: 4 bbox=[1095, 238, 1099, 247]
prescriptions-text: Carefully and Accurately Compounded at all hours. bbox=[571, 915, 725, 925]
lennox-sub3: FARMS, HOUSES, AND ALLOTMENTS bbox=[35, 64, 168, 74]
above-note: The above are all bottled on the premises. Colonial Ale and Porter, 10d per bottle, or 9s per dozen. bbox=[928, 318, 1108, 336]
purifying-pills: VEGETABLE PURIFYING PILLS. bbox=[964, 799, 1072, 809]
case-row bbox=[928, 401, 1108, 409]
wine-row-cell: 3 bbox=[1095, 270, 1099, 279]
wine-row-cell: 0 bbox=[1103, 311, 1107, 320]
rat-killer-text: THE only sure REMEDY for destroying RATS in Auckland is WHITLAW'S AMERICAN RAT DESTROYER. This Paste is Poison to Rats and Mice WITHOUT FAIL. One trial will satisfy anyone who is troubled with such vermin. bbox=[205, 804, 380, 847]
whitlaw-text2: C. W. thanks the public of Auckland and its vicinity for the very liberal support afforded him during the time he has been in business, and hopes for a continuation of that confidence hitherto so liberally reposed in him; and he, on his part, promises, that, while continuing to supply a discriminating public with a genuine article, it will be his constant aim by civility of manner and lowest remunerative profits to still further merit a continuance of their generous favors. bbox=[565, 644, 731, 720]
matico-heading: MATICO—CAPSULES AND LIQUID. bbox=[769, 204, 890, 214]
case-row-cell: 3 bbox=[1096, 457, 1100, 466]
wine-row-cell: Campbelton Whisky bbox=[929, 254, 989, 263]
hotel-price-item: Cherry Brandy, and Cherry Cordial, 3s 6d per bottle. bbox=[390, 636, 546, 646]
dentorine-text: A dentifrice Elixir of unequalled virtues. Sweetens the breath, strengthens the gums, and preserves the teeth from decay. bbox=[741, 595, 918, 621]
time-table-row-cell: 0 bbox=[720, 176, 724, 185]
hotel-price-list bbox=[390, 554, 556, 728]
case-row-cell: 0 bbox=[1103, 361, 1107, 370]
whitlaw-text3: The following Preparations can always be had at the above Establishment:— bbox=[565, 719, 731, 738]
